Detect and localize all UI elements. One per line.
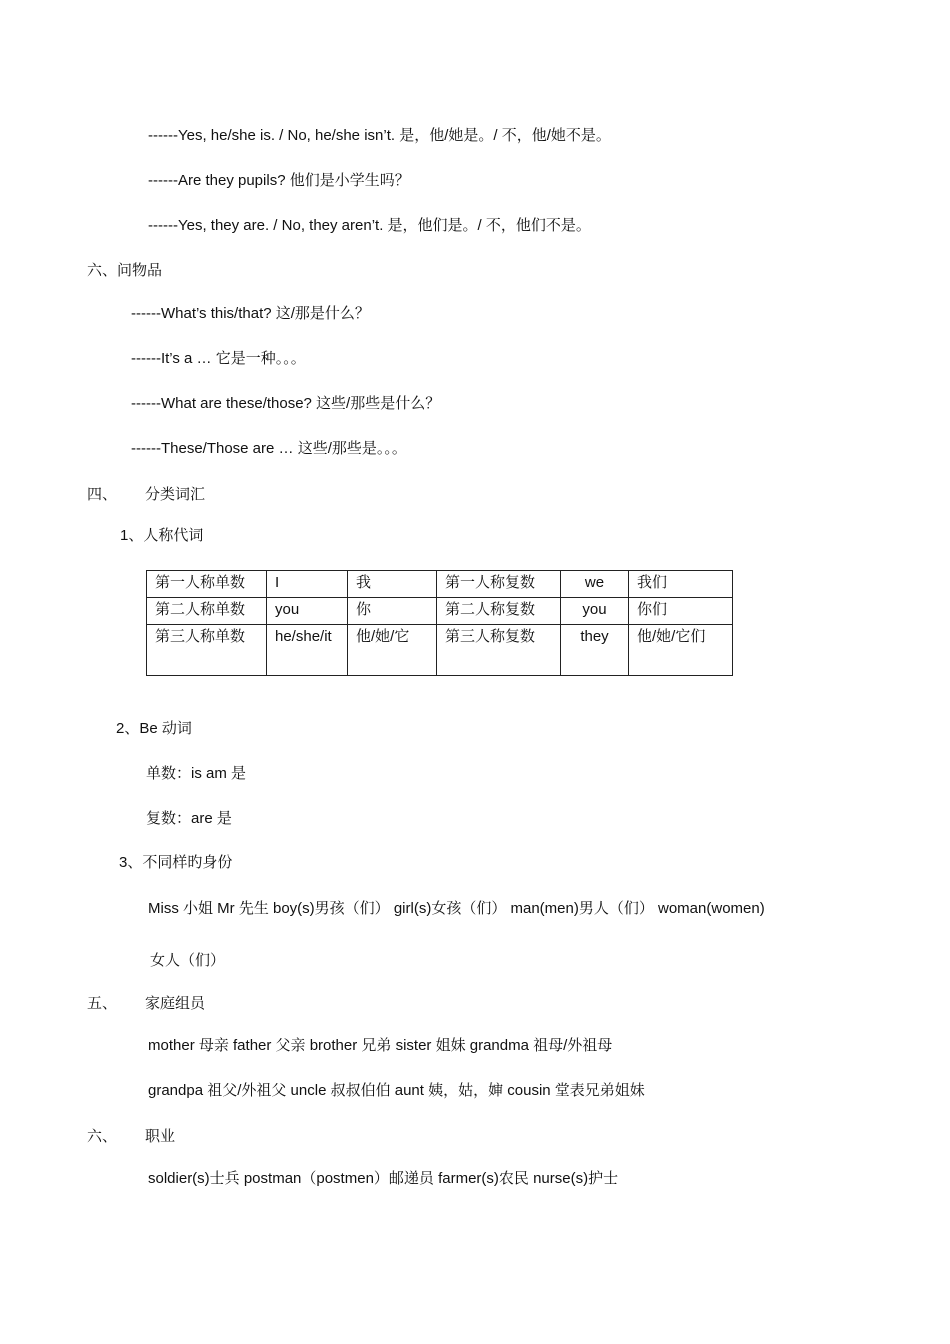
table-cell: 第一人称单数 <box>147 571 267 598</box>
identity-line-2: 女人（们） <box>150 952 226 969</box>
dialogue-line-5: ------It’s a … 它是一种。。。 <box>131 350 306 367</box>
identity-line-1: Miss 小姐 Mr 先生 boy(s)男孩（们） girl(s)女孩（们） man(men)男人（们） woman(women) <box>148 900 765 917</box>
dialogue-line-1: ------Yes, he/she is. / No, he/she isn’t. 是，他/她是。/ 不，他/她不是。 <box>148 127 611 144</box>
table-cell: 第三人称复数 <box>437 625 561 676</box>
subsection-identities: 3、不同样旳身份 <box>119 854 233 871</box>
section-number-5: 五、 <box>87 995 118 1012</box>
table-cell: 你 <box>348 598 437 625</box>
table-cell: 他/她/它们 <box>629 625 733 676</box>
table-cell: 他/她/它 <box>348 625 437 676</box>
be-plural: 复数：are 是 <box>146 810 232 827</box>
table-cell: 我 <box>348 571 437 598</box>
dialogue-line-3: ------Yes, they are. / No, they aren’t. 是，他们是。/ 不，他们不是。 <box>148 217 591 234</box>
section-number-6: 六、 <box>87 1128 118 1145</box>
table-cell: 你们 <box>629 598 733 625</box>
table-cell: you <box>267 598 348 625</box>
table-cell: 我们 <box>629 571 733 598</box>
section-heading-items: 六、问物品 <box>87 262 163 279</box>
table-cell: I <box>267 571 348 598</box>
dialogue-line-7: ------These/Those are … 这些/那些是。。。 <box>131 440 407 457</box>
dialogue-line-6: ------What are these/those? 这些/那些是什么？ <box>131 395 441 412</box>
table-cell: 第二人称单数 <box>147 598 267 625</box>
section-heading-family: 家庭组员 <box>145 995 206 1012</box>
subsection-be-verb: 2、Be 动词 <box>116 720 192 737</box>
section-heading-vocabulary: 分类词汇 <box>145 486 206 503</box>
table-cell: they <box>561 625 629 676</box>
table-cell: 第二人称复数 <box>437 598 561 625</box>
table-cell: he/she/it <box>267 625 348 676</box>
table-row <box>147 571 733 598</box>
section-heading-jobs: 职业 <box>145 1128 176 1145</box>
family-line-2: grandpa 祖父/外祖父 uncle 叔叔伯伯 aunt 姨，姑，婶 cousin 堂表兄弟姐妹 <box>148 1082 645 1099</box>
section-number-4: 四、 <box>87 486 118 503</box>
dialogue-line-2: ------Are they pupils? 他们是小学生吗？ <box>148 172 410 189</box>
jobs-line-1: soldier(s)士兵 postman（postmen）邮递员 farmer(s)农民 nurse(s)护士 <box>148 1170 619 1187</box>
table-cell: you <box>561 598 629 625</box>
pronoun-table <box>146 570 733 676</box>
table-cell: 第一人称复数 <box>437 571 561 598</box>
be-singular: 单数：is am 是 <box>146 765 247 782</box>
dialogue-line-4: ------What’s this/that? 这/那是什么？ <box>131 305 370 322</box>
family-line-1: mother 母亲 father 父亲 brother 兄弟 sister 姐妹 grandma 祖母/外祖母 <box>148 1037 613 1054</box>
subsection-pronouns: 1、人称代词 <box>120 527 204 544</box>
table-row <box>147 598 733 625</box>
table-cell: we <box>561 571 629 598</box>
table-row <box>147 625 733 676</box>
table-cell: 第三人称单数 <box>147 625 267 676</box>
